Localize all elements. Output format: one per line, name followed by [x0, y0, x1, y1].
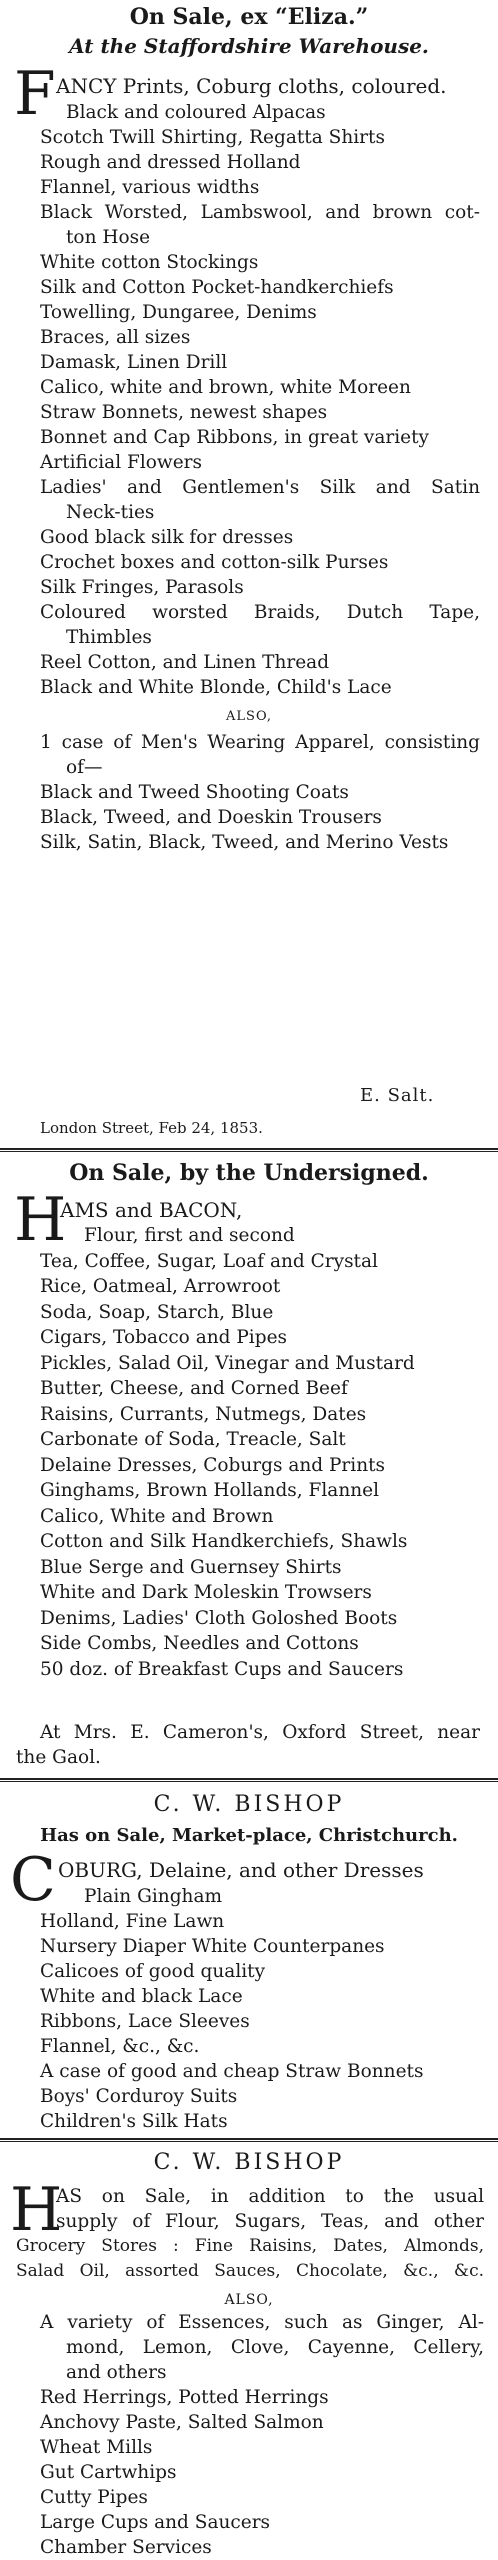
list-item: Rough and dressed Holland [40, 152, 301, 173]
list-item: Silk and Cotton Pocket-handkerchiefs [40, 277, 394, 298]
list-item: Damask, Linen Drill [40, 352, 228, 373]
list-item: Red Herrings, Potted Herrings [40, 2387, 329, 2408]
advert-subheading: Has on Sale, Market-place, Christchurch. [40, 1825, 458, 1846]
list-item: Gut Cartwhips [40, 2462, 177, 2483]
list-item: Black and coloured Alpacas [66, 102, 326, 123]
list-item: Artificial Flowers [40, 452, 203, 473]
divider [0, 1148, 498, 1152]
list-item: Side Combs, Needles and Cottons [40, 1633, 359, 1654]
list-item: Coloured worsted Braids, Dutch Tape, [40, 602, 480, 623]
list-item: Flannel, &c., &c. [40, 2036, 200, 2057]
list-item: Straw Bonnets, newest shapes [40, 402, 328, 423]
drop-cap: H [14, 1185, 67, 1255]
drop-cap: F [14, 59, 56, 129]
list-item: Ginghams, Brown Hollands, Flannel [40, 1480, 380, 1501]
list-item: Ribbons, Lace Sleeves [40, 2011, 250, 2032]
list-item: A variety of Essences, such as Ginger, Al- [40, 2312, 484, 2333]
list-item: White cotton Stockings [40, 252, 259, 273]
list-item: Silk, Satin, Black, Tweed, and Merino Vests [40, 832, 449, 853]
list-item: Scotch Twill Shirting, Regatta Shirts [40, 127, 385, 148]
list-item: Good black silk for dresses [40, 527, 294, 548]
list-item: Flour, first and second [84, 1225, 295, 1246]
list-item: Crochet boxes and cotton-silk Purses [40, 552, 389, 573]
drop-cap: C [10, 1845, 56, 1915]
list-item: mond, Lemon, Clove, Cayenne, Cellery, [66, 2337, 484, 2358]
list-item: Bonnet and Cap Ribbons, in great variety [40, 427, 430, 448]
list-item: Cutty Pipes [40, 2487, 148, 2508]
list-item: Blue Serge and Guernsey Shirts [40, 1556, 342, 1578]
list-item: Butter, Cheese, and Corned Beef [40, 1378, 348, 1399]
list-item: Calico, white and brown, white Moreen [40, 377, 411, 398]
body-line: AS on Sale, in addition to the usual [56, 2186, 484, 2207]
list-item: of— [66, 757, 103, 778]
list-item: White and Dark Moleskin Trowsers [40, 1582, 372, 1603]
list-item: Holland, Fine Lawn [40, 1911, 225, 1932]
list-item: Boys' Corduroy Suits [40, 2086, 238, 2107]
advert-heading: On Sale, ex “Eliza.” [129, 4, 369, 30]
list-item: Flannel, various widths [40, 177, 260, 198]
list-item: Black, Tweed, and Doeskin Trousers [40, 807, 382, 828]
advert-heading: C. W. BISHOP [153, 2150, 345, 2175]
list-item: Plain Gingham [84, 1886, 223, 1907]
list-item: Black Worsted, Lambswool, and brown cot- [40, 202, 480, 223]
body-line: supply of Flour, Sugars, Teas, and other [56, 2211, 484, 2232]
list-item: 1 case of Men's Wearing Apparel, consisting [40, 732, 480, 753]
list-item: ton Hose [66, 227, 151, 248]
list-item: Delaine Dresses, Coburgs and Prints [40, 1454, 386, 1476]
list-item: Braces, all sizes [40, 327, 191, 348]
advert-subheading: At the Staffordshire Warehouse. [69, 34, 429, 58]
list-item: Carbonate of Soda, Treacle, Salt [40, 1429, 346, 1450]
list-item: Silk Fringes, Parasols [40, 577, 244, 598]
list-item: 50 doz. of Breakfast Cups and Saucers [40, 1658, 404, 1680]
also-label: ALSO, [224, 2292, 274, 2308]
list-item: Reel Cotton, and Linen Thread [40, 652, 330, 673]
list-item: Rice, Oatmeal, Arrowroot [40, 1276, 281, 1297]
list-item: Children's Silk Hats [40, 2111, 228, 2132]
list-item: Tea, Coffee, Sugar, Loaf and Crystal [40, 1250, 378, 1272]
list-item: Thimbles [66, 627, 152, 648]
list-item: Ladies' and Gentlemen's Silk and Satin [40, 477, 480, 498]
advert-heading: On Sale, by the Undersigned. [69, 1160, 429, 1186]
list-item: and others [66, 2362, 167, 2383]
list-item: Cotton and Silk Handkerchiefs, Shawls [40, 1531, 408, 1552]
list-item: Pickles, Salad Oil, Vinegar and Mustard [40, 1352, 415, 1374]
list-item: Large Cups and Saucers [40, 2512, 271, 2533]
list-item: Soda, Soap, Starch, Blue [40, 1301, 274, 1323]
list-item: Wheat Mills [40, 2437, 153, 2458]
list-item: A case of good and cheap Straw Bonnets [40, 2061, 424, 2082]
body-line: Grocery Stores : Fine Raisins, Dates, Almonds, [16, 2236, 484, 2256]
divider [0, 2138, 498, 2142]
first-line: AMS and BACON, [60, 1198, 243, 1222]
list-item: Calico, White and Brown [40, 1505, 274, 1527]
list-item: Chamber Services [40, 2537, 212, 2558]
also-label: ALSO, [226, 709, 272, 724]
list-item: Calicoes of good quality [40, 1961, 266, 1982]
closing-line: the Gaol. [16, 1747, 101, 1768]
dateline: London Street, Feb 24, 1853. [40, 1119, 263, 1137]
list-item: Black and White Blonde, Child's Lace [40, 677, 392, 698]
divider [0, 1778, 498, 1782]
list-item: White and black Lace [40, 1986, 243, 2007]
advert-heading: C. W. BISHOP [153, 1792, 345, 1817]
first-line: ANCY Prints, Coburg cloths, coloured. [56, 74, 447, 98]
signature: E. Salt. [360, 1085, 435, 1106]
closing-line: At Mrs. E. Cameron's, Oxford Street, near [40, 1722, 480, 1743]
list-item: Raisins, Currants, Nutmegs, Dates [40, 1403, 367, 1425]
first-line: OBURG, Delaine, and other Dresses [58, 1858, 424, 1882]
list-item: Denims, Ladies' Cloth Goloshed Boots [40, 1607, 398, 1629]
body-line: Salad Oil, assorted Sauces, Chocolate, &c., &c. [16, 2261, 484, 2281]
list-item: Anchovy Paste, Salted Salmon [40, 2412, 324, 2433]
list-item: Black and Tweed Shooting Coats [40, 782, 349, 803]
list-item: Cigars, Tobacco and Pipes [40, 1327, 288, 1348]
drop-cap: H [10, 2175, 63, 2245]
list-item: Towelling, Dungaree, Denims [40, 302, 317, 323]
list-item: Neck-ties [66, 502, 155, 523]
list-item: Nursery Diaper White Counterpanes [40, 1936, 385, 1957]
